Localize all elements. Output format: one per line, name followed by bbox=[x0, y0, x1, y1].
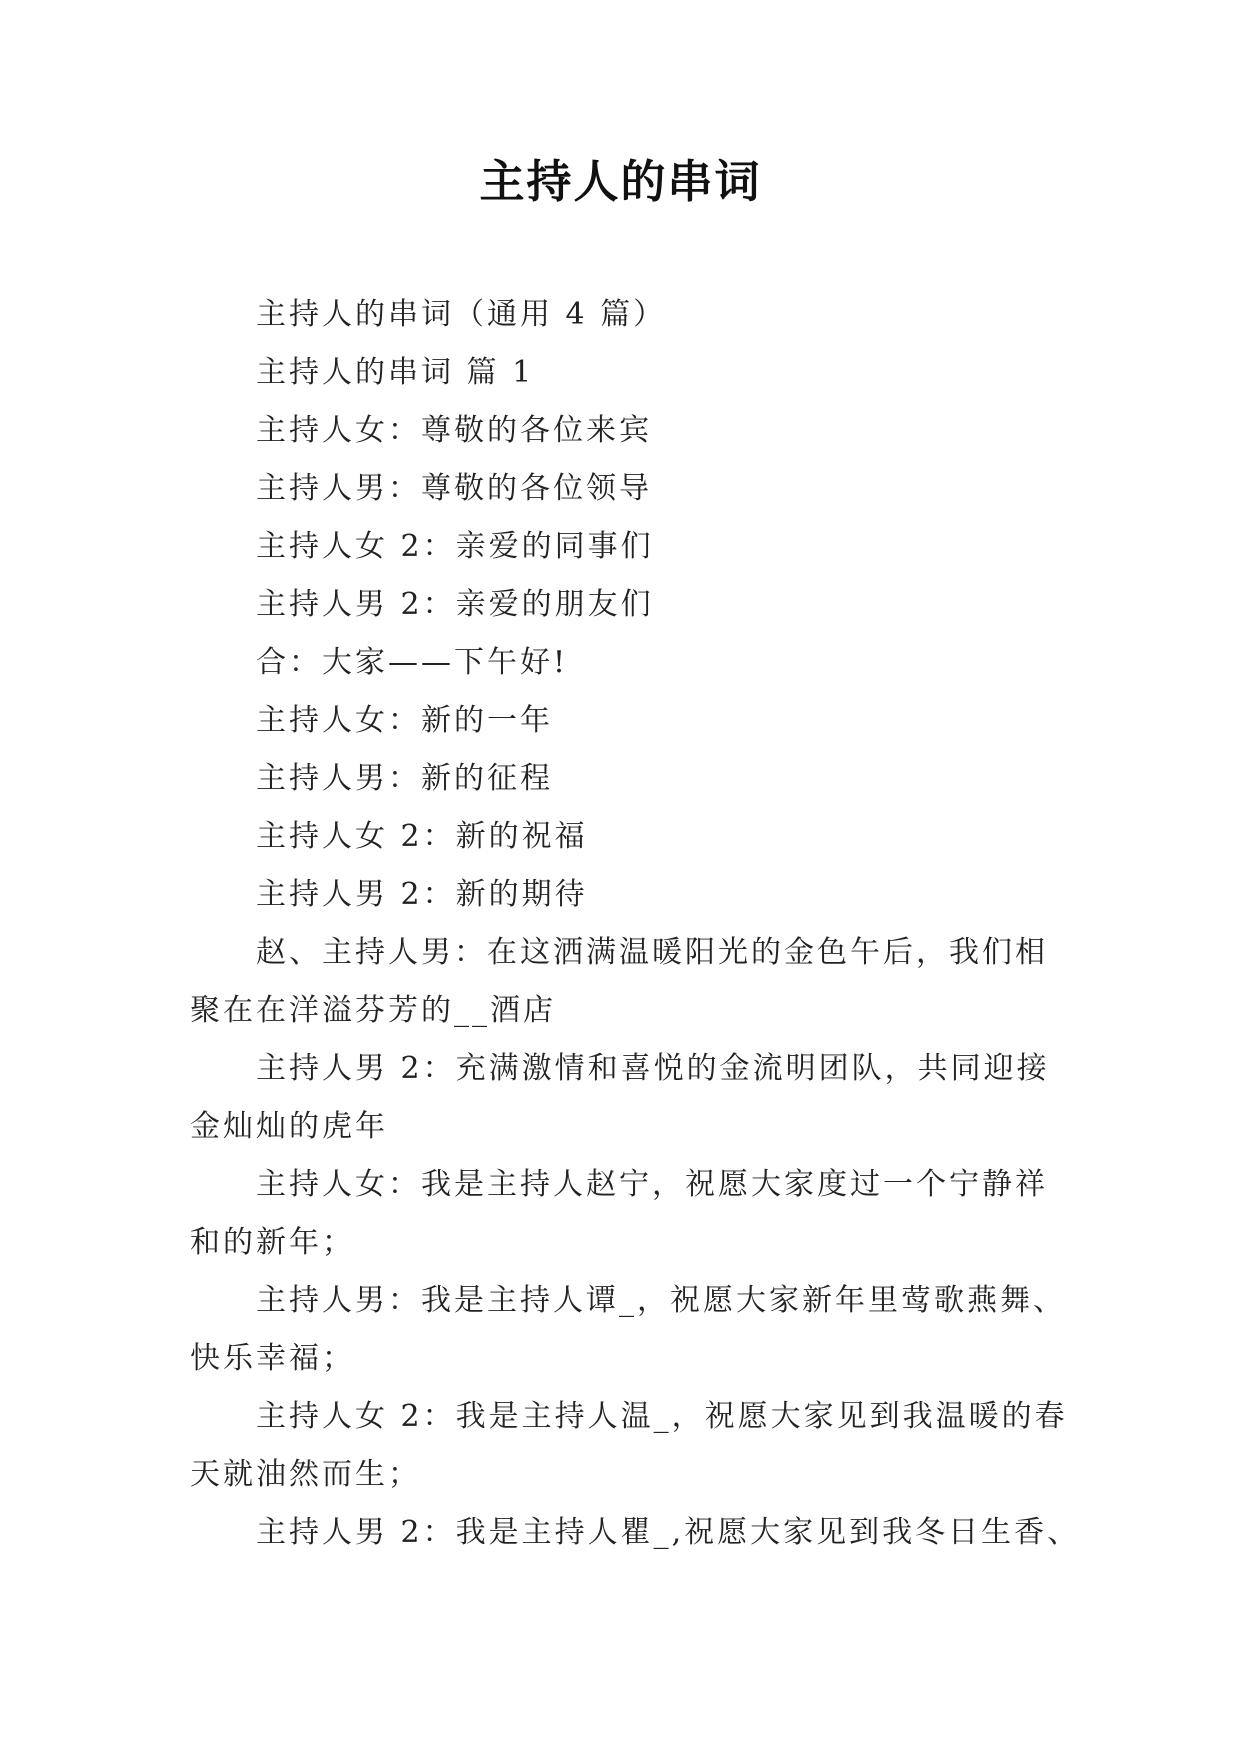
paragraph bbox=[190, 750, 1090, 808]
document-body bbox=[190, 286, 1090, 1562]
text-line: 主持人女：我是主持人赵宁，祝愿大家度过一个宁静祥 bbox=[256, 1167, 1048, 1202]
text-line: 主持人女 2：我是主持人温_，祝愿大家见到我温暖的春 bbox=[256, 1399, 1068, 1434]
paragraph bbox=[190, 692, 1090, 750]
paragraph bbox=[190, 576, 1090, 634]
paragraph bbox=[190, 924, 1090, 1040]
text-line: 主持人男 2：新的期待 bbox=[256, 877, 588, 912]
text-line: 天就油然而生； bbox=[190, 1457, 421, 1492]
text-line: 金灿灿的虎年 bbox=[190, 1109, 388, 1144]
paragraph bbox=[190, 1388, 1090, 1504]
text-line: 主持人女 2：新的祝福 bbox=[256, 819, 588, 854]
text-line: 主持人女：尊敬的各位来宾 bbox=[256, 413, 652, 448]
paragraph bbox=[190, 286, 1090, 344]
text-line: 聚在在洋溢芬芳的__酒店 bbox=[190, 993, 556, 1028]
text-line: 合：大家——下午好! bbox=[256, 645, 569, 680]
document-title: 主持人的串词 bbox=[479, 155, 762, 208]
text-line: 主持人男：尊敬的各位领导 bbox=[256, 471, 652, 506]
paragraph bbox=[190, 808, 1090, 866]
paragraph bbox=[190, 634, 1090, 692]
paragraph bbox=[190, 866, 1090, 924]
paragraph bbox=[190, 402, 1090, 460]
text-line: 和的新年； bbox=[190, 1225, 355, 1260]
paragraph bbox=[190, 518, 1090, 576]
text-line: 主持人的串词 篇 1 bbox=[256, 355, 535, 390]
text-line: 主持人女：新的一年 bbox=[256, 703, 553, 738]
text-line: 快乐幸福； bbox=[190, 1341, 355, 1376]
paragraph bbox=[190, 1272, 1090, 1388]
text-line: 主持人女 2：亲爱的同事们 bbox=[256, 529, 654, 564]
text-line: 主持人的串词（通用 4 篇） bbox=[256, 297, 667, 332]
text-line: 赵、主持人男：在这洒满温暖阳光的金色午后，我们相 bbox=[256, 935, 1048, 970]
text-line: 主持人男 2：充满激情和喜悦的金流明团队，共同迎接 bbox=[256, 1051, 1050, 1086]
paragraph bbox=[190, 1156, 1090, 1272]
text-line: 主持人男：新的征程 bbox=[256, 761, 553, 796]
paragraph bbox=[190, 460, 1090, 518]
text-line: 主持人男 2：亲爱的朋友们 bbox=[256, 587, 654, 622]
paragraph bbox=[190, 1504, 1090, 1562]
text-line: 主持人男：我是主持人谭_，祝愿大家新年里莺歌燕舞、 bbox=[256, 1283, 1066, 1318]
paragraph bbox=[190, 344, 1090, 402]
text-line: 主持人男 2：我是主持人瞿_,祝愿大家见到我冬日生香、 bbox=[256, 1515, 1081, 1550]
paragraph bbox=[190, 1040, 1090, 1156]
